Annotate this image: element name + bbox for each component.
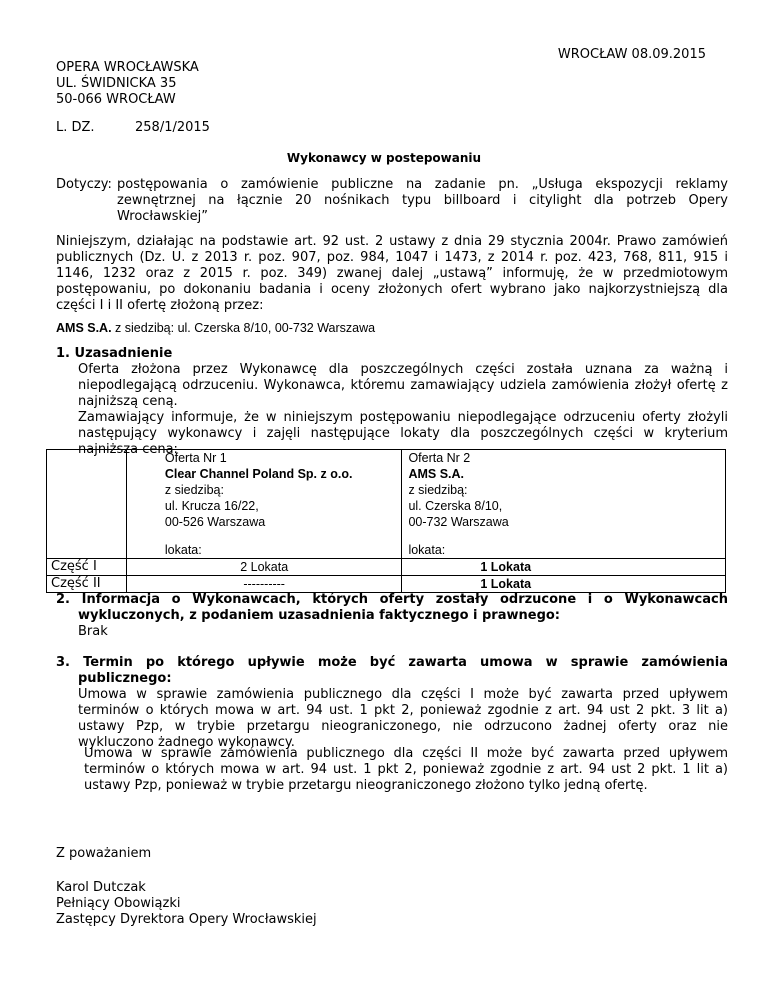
section3-title-line: publicznego: xyxy=(78,671,172,686)
winner-line xyxy=(56,320,375,336)
section1-line: Zamawiający informuje, że w niniejszym postępowaniu niepodlegające odrzuceniu oferty złożyli xyxy=(78,410,728,425)
section1-line: najniższa cena: xyxy=(78,442,178,457)
section2-title-line: wykluczonych, z podaniem uzasadnienia faktycznego i prawnego: xyxy=(78,608,561,623)
offer-2-part-2: 1 Lokata xyxy=(402,576,726,593)
part-2-label: Część II xyxy=(47,576,127,593)
offer-2-number: Oferta Nr 2 xyxy=(408,451,471,465)
sender-name: OPERA WROCŁAWSKA xyxy=(56,60,199,75)
section3-line: wykluczono żadnego wykonawcy. xyxy=(78,735,295,750)
table-cell-empty xyxy=(47,450,127,559)
section3-paragraph-1 xyxy=(78,687,728,751)
subject-text xyxy=(117,177,728,225)
offer-1-part-1: 2 Lokata xyxy=(126,559,402,576)
offer-2-city: 00-732 Warszawa xyxy=(408,515,509,529)
signatory-role-2: Zastępcy Dyrektora Opery Wrocławskiej xyxy=(56,912,317,927)
sender-address xyxy=(56,60,199,108)
section2-body: Brak xyxy=(78,624,108,639)
section3-title xyxy=(56,655,728,687)
section3-paragraph-2 xyxy=(84,746,728,794)
signatory-name: Karol Dutczak xyxy=(56,880,146,895)
sender-street: UL. ŚWIDNICKA 35 xyxy=(56,76,177,91)
signatory-role-1: Pełniący Obowiązki xyxy=(56,896,181,911)
table-row xyxy=(47,450,726,559)
offer-1-seat-label: z siedzibą: xyxy=(164,483,224,497)
subject-line: postępowania o zamówienie publiczne na zadanie pn. „Usługa ekspozycji reklamy xyxy=(117,177,728,192)
table-row xyxy=(47,559,726,576)
intro-line: 1146, 1232 oraz z 2015 r. poz. 349) zwanej dalej „ustawą” informuję, że w przedmiotowym xyxy=(56,266,728,281)
offer-1-lokata-label: lokata: xyxy=(164,543,202,557)
offer-1-company: Clear Channel Poland Sp. z o.o. xyxy=(164,467,353,481)
section3-line: ustawy Pzp, ponieważ w trybie przetargu nieograniczonego złożono tylko jedną ofertę. xyxy=(84,778,648,793)
offer-1-city: 00-526 Warszawa xyxy=(164,515,266,529)
offer-2-lokata-label: lokata: xyxy=(408,543,446,557)
intro-line: Niniejszym, działając na podstawie art. 92 ust. 2 ustawy z dnia 29 stycznia 2004r. Prawo zamówień xyxy=(56,234,728,249)
winner-address: z siedzibą: ul. Czerska 8/10, 00-732 Warszawa xyxy=(111,321,376,335)
offer-2-company: AMS S.A. xyxy=(408,467,464,481)
offers-table xyxy=(46,449,726,593)
part-1-label: Część I xyxy=(47,559,127,576)
sender-city: 50-066 WROCŁAW xyxy=(56,92,176,107)
subject-line: zewnętrznej na łącznie 20 nośnikach typu billboard i citylight dla potrzeb Opery xyxy=(117,193,728,208)
section3-line: ustawy Pzp, w trybie przetargu nieograniczonego, nie odrzucono żadnej oferty oraz nie xyxy=(78,719,728,734)
offer-1-part-2: ---------- xyxy=(126,576,402,593)
table-row xyxy=(47,576,726,593)
section3-line: terminów o których mowa w art. 94 ust. 1 pkt 2, ponieważ zgodnie z art. 94 ust 2 pkt. 1 lit a) xyxy=(84,762,728,777)
table-cell-spacer xyxy=(372,450,402,559)
section1-line: następujący wykonawcy i zajęli następujące lokaty dla poszczególnych części w kryterium xyxy=(78,426,728,441)
offer-2-street: ul. Czerska 8/10, xyxy=(408,499,503,513)
offer-2-part-1: 1 Lokata xyxy=(402,559,726,576)
page-title: Wykonawcy w postepowaniu xyxy=(286,151,482,165)
offer-1-street: ul. Krucza 16/22, xyxy=(164,499,259,513)
section1-line: niepodlegającą odrzuceniu. Wykonawca, któremu zamawiający udziela zamówienia złożył ofertę z xyxy=(78,378,728,393)
intro-line: publicznych (Dz. U. z 2013 r. poz. 907, poz. 984, 1047 i 1473, z 2014 r. poz. 423, 768, 811, 915 i xyxy=(56,250,728,265)
intro-line: postępowaniu, po dokonaniu badania i oceny złożonych ofert wybrano jako najkorzystniejszą dla xyxy=(56,282,728,297)
document-date: WROCŁAW 08.09.2015 xyxy=(557,47,706,62)
section1-title: 1. Uzasadnienie xyxy=(56,346,173,361)
offer-2-cell xyxy=(402,450,726,559)
intro-paragraph xyxy=(56,234,728,314)
section3-line: Umowa w sprawie zamówienia publicznego dla części II może być zawarta przed upływem xyxy=(84,746,728,761)
section3-title-line: 3. Termin po którego upływie może być zawarta umowa w sprawie zamówienia xyxy=(56,655,728,670)
ref-label: L. DZ. xyxy=(56,120,95,135)
offer-1-cell xyxy=(126,450,372,559)
section2-title-line: 2. Informacja o Wykonawcach, których oferty zostały odrzucone i o Wykonawcach xyxy=(56,592,728,607)
section3-line: terminów o których mowa w art. 94 ust. 1 pkt 2, ponieważ zgodnie z art. 94 ust 2 pkt. 3 lit a) xyxy=(78,703,728,718)
section3-line: Umowa w sprawie zamówienia publicznego dla części I może być zawarta przed upływem xyxy=(78,687,728,702)
intro-line: części I i II ofertę złożoną przez: xyxy=(56,298,264,313)
ref-number: 258/1/2015 xyxy=(135,120,210,135)
offer-2-seat-label: z siedzibą: xyxy=(408,483,468,497)
section1-line: najniższą ceną. xyxy=(78,394,178,409)
offer-1-number: Oferta Nr 1 xyxy=(164,451,227,465)
signature-block xyxy=(56,880,317,928)
subject-label: Dotyczy: xyxy=(56,177,112,192)
section2-title xyxy=(56,592,728,624)
winner-name: AMS S.A. xyxy=(56,321,112,335)
closing-greeting: Z poważaniem xyxy=(56,846,152,861)
section1-line: Oferta złożona przez Wykonawcę dla poszczególnych części została uznana za ważną i xyxy=(78,362,728,377)
subject-line: Wrocławskiej” xyxy=(117,209,208,224)
section1-body xyxy=(78,362,728,458)
